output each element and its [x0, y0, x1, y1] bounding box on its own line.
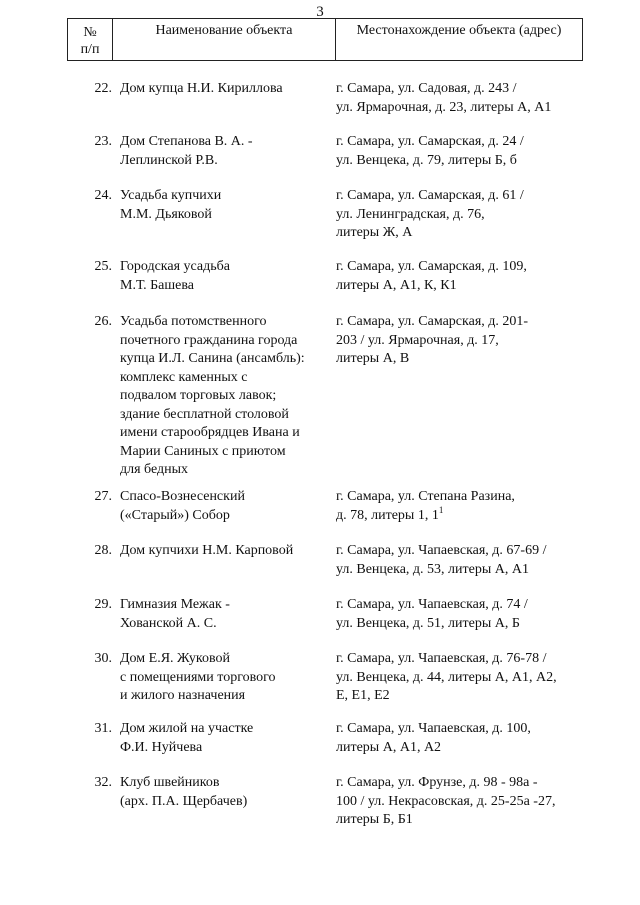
object-address-line [336, 542, 586, 561]
object-address [336, 133, 586, 170]
object-name-line: Марии Саниных с приютом [120, 443, 286, 459]
object-name-line: Усадьба потомственного [120, 314, 267, 329]
object-address-text: ул. Венцека, д. 51, литеры А, Б [336, 615, 520, 631]
object-name-line: Дом купчихи Н.М. Карповой [120, 543, 294, 558]
object-name [120, 774, 332, 811]
object-address-line [336, 332, 586, 351]
object-address [336, 488, 586, 525]
object-address-line [336, 774, 586, 793]
object-address-line [336, 793, 586, 812]
object-address [336, 80, 586, 117]
object-address-text: г. Самара, ул. Садовая, д. 243 / [336, 81, 517, 96]
object-address-text: г. Самара, ул. Самарская, д. 24 / [336, 134, 524, 149]
object-address-line [336, 99, 586, 118]
object-name-line: Спасо-Вознесенский [120, 489, 245, 504]
object-address-line [336, 224, 586, 243]
object-name-line: подвалом торговых лавок; [120, 388, 277, 403]
object-address-text: ул. Венцека, д. 79, литеры Б, б [336, 152, 517, 168]
object-name-line: М.М. Дьяковой [120, 206, 212, 222]
object-address-text: ул. Венцека, д. 44, литеры А, А1, А2, [336, 669, 557, 685]
address-superscript: 1 [438, 504, 444, 515]
object-name-line: («Старый») Собор [120, 507, 230, 523]
object-address [336, 313, 586, 369]
row-number: 30. [94, 651, 112, 666]
header-number-cell [68, 19, 113, 60]
page-number: 3 [316, 4, 324, 20]
header-address-label: Местонахождение объекта (адрес) [356, 23, 562, 38]
object-address-line [336, 313, 586, 332]
object-name [120, 80, 332, 99]
header-address-cell [336, 19, 582, 60]
object-address-text: ул. Ленинградская, д. 76, [336, 206, 485, 222]
object-address-text: д. 78, литеры 1, 1 [336, 507, 439, 523]
object-address-line [336, 488, 586, 507]
row-number: 29. [94, 597, 112, 612]
object-address-line [336, 650, 586, 669]
object-name-line: почетного гражданина города [120, 332, 298, 348]
object-address-text: г. Самара, ул. Чапаевская, д. 100, [336, 721, 531, 736]
object-name-line: Дом купца Н.И. Кириллова [120, 81, 283, 96]
object-address-text: литеры А, В [336, 351, 410, 366]
object-address-text: литеры Ж, А [336, 225, 413, 240]
object-address-line [336, 739, 586, 758]
object-address-line [336, 615, 586, 634]
object-address-line [336, 350, 586, 369]
row-number: 25. [94, 259, 112, 274]
object-address-text: г. Самара, ул. Чапаевская, д. 67-69 / [336, 543, 547, 558]
object-address-text: 100 / ул. Некрасовская, д. 25-25а -27, [336, 793, 556, 809]
object-address [336, 187, 586, 243]
row-number: 26. [94, 314, 112, 329]
header-name-label: Наименование объекта [155, 23, 293, 38]
row-number: 24. [94, 188, 112, 203]
object-address-line [336, 206, 586, 225]
object-address-text: литеры А, А1, К, К1 [336, 277, 457, 293]
object-address-line [336, 133, 586, 152]
object-name-line: Ф.И. Нуйчева [120, 739, 203, 755]
object-address-text: г. Самара, ул. Чапаевская, д. 74 / [336, 597, 528, 612]
row-number: 28. [94, 543, 112, 558]
header-name-cell [113, 19, 336, 60]
object-name [120, 488, 332, 525]
object-name [120, 187, 332, 224]
object-address-text: литеры Б, Б1 [336, 812, 413, 827]
object-address-line [336, 187, 586, 206]
object-name-line: Хованской А. С. [120, 615, 217, 631]
row-number: 31. [94, 721, 112, 736]
object-name-line: здание бесплатной столовой [120, 406, 289, 422]
object-name-line: Гимназия Межак - [120, 597, 230, 612]
object-name [120, 258, 332, 295]
object-name-line: Дом Степанова В. А. - [120, 134, 253, 149]
object-address-text: г. Самара, ул. Фрунзе, д. 98 - 98а - [336, 775, 538, 790]
row-number: 23. [94, 134, 112, 149]
object-name-line: Клуб швейников [120, 775, 220, 790]
object-address-line [336, 720, 586, 739]
object-address-line [336, 504, 586, 526]
object-address-text: 203 / ул. Ярмарочная, д. 17, [336, 332, 499, 348]
object-address [336, 650, 586, 706]
object-address-text: ул. Венцека, д. 53, литеры А, А1 [336, 561, 529, 577]
object-address-line [336, 80, 586, 99]
object-address-text: ул. Ярмарочная, д. 23, литеры А, А1 [336, 99, 552, 115]
row-number: 32. [94, 775, 112, 790]
object-address-text: г. Самара, ул. Самарская, д. 109, [336, 259, 527, 274]
object-name [120, 542, 332, 561]
object-address-line [336, 258, 586, 277]
object-address-line [336, 561, 586, 580]
object-name-line: имени старообрядцев Ивана и [120, 425, 300, 440]
object-name [120, 313, 332, 480]
object-address-line [336, 596, 586, 615]
table-header [67, 18, 583, 61]
object-address-text: г. Самара, ул. Самарская, д. 201- [336, 314, 529, 329]
row-number: 27. [94, 489, 112, 504]
object-name-line: Леплинской Р.В. [120, 152, 218, 168]
object-address-line [336, 687, 586, 706]
object-address-line [336, 811, 586, 830]
header-number-abbr: п/п [80, 42, 100, 57]
object-name-line: и жилого назначения [120, 688, 246, 703]
object-address [336, 720, 586, 757]
object-name-line: Дом Е.Я. Жуковой [120, 651, 230, 666]
object-address-text: г. Самара, ул. Степана Разина, [336, 489, 515, 504]
object-name-line: М.Т. Башева [120, 277, 194, 293]
object-name [120, 720, 332, 757]
row-number: 22. [94, 81, 112, 96]
object-name-line: комплекс каменных с [120, 369, 248, 385]
object-name-line: (арх. П.А. Щербачев) [120, 793, 248, 809]
object-address-text: г. Самара, ул. Чапаевская, д. 76-78 / [336, 651, 547, 666]
object-address-text: литеры А, А1, А2 [336, 739, 442, 755]
object-name-line: Дом жилой на участке [120, 721, 254, 736]
object-name-line: Городская усадьба [120, 259, 230, 274]
header-number-symbol: № [83, 25, 97, 40]
object-address-text: Е, Е1, Е2 [336, 688, 390, 703]
object-name-line: купца И.Л. Санина (ансамбль): [120, 351, 305, 366]
object-address [336, 596, 586, 633]
object-address [336, 258, 586, 295]
object-name [120, 596, 332, 633]
object-address-line [336, 669, 586, 688]
object-address-line [336, 152, 586, 171]
object-address [336, 774, 586, 830]
object-name-line: с помещениями торгового [120, 669, 276, 685]
object-name-line: для бедных [120, 462, 189, 477]
object-address [336, 542, 586, 579]
object-address-text: г. Самара, ул. Самарская, д. 61 / [336, 188, 524, 203]
object-name-line: Усадьба купчихи [120, 188, 222, 203]
object-address-line [336, 277, 586, 296]
object-name [120, 133, 332, 170]
object-name [120, 650, 332, 706]
